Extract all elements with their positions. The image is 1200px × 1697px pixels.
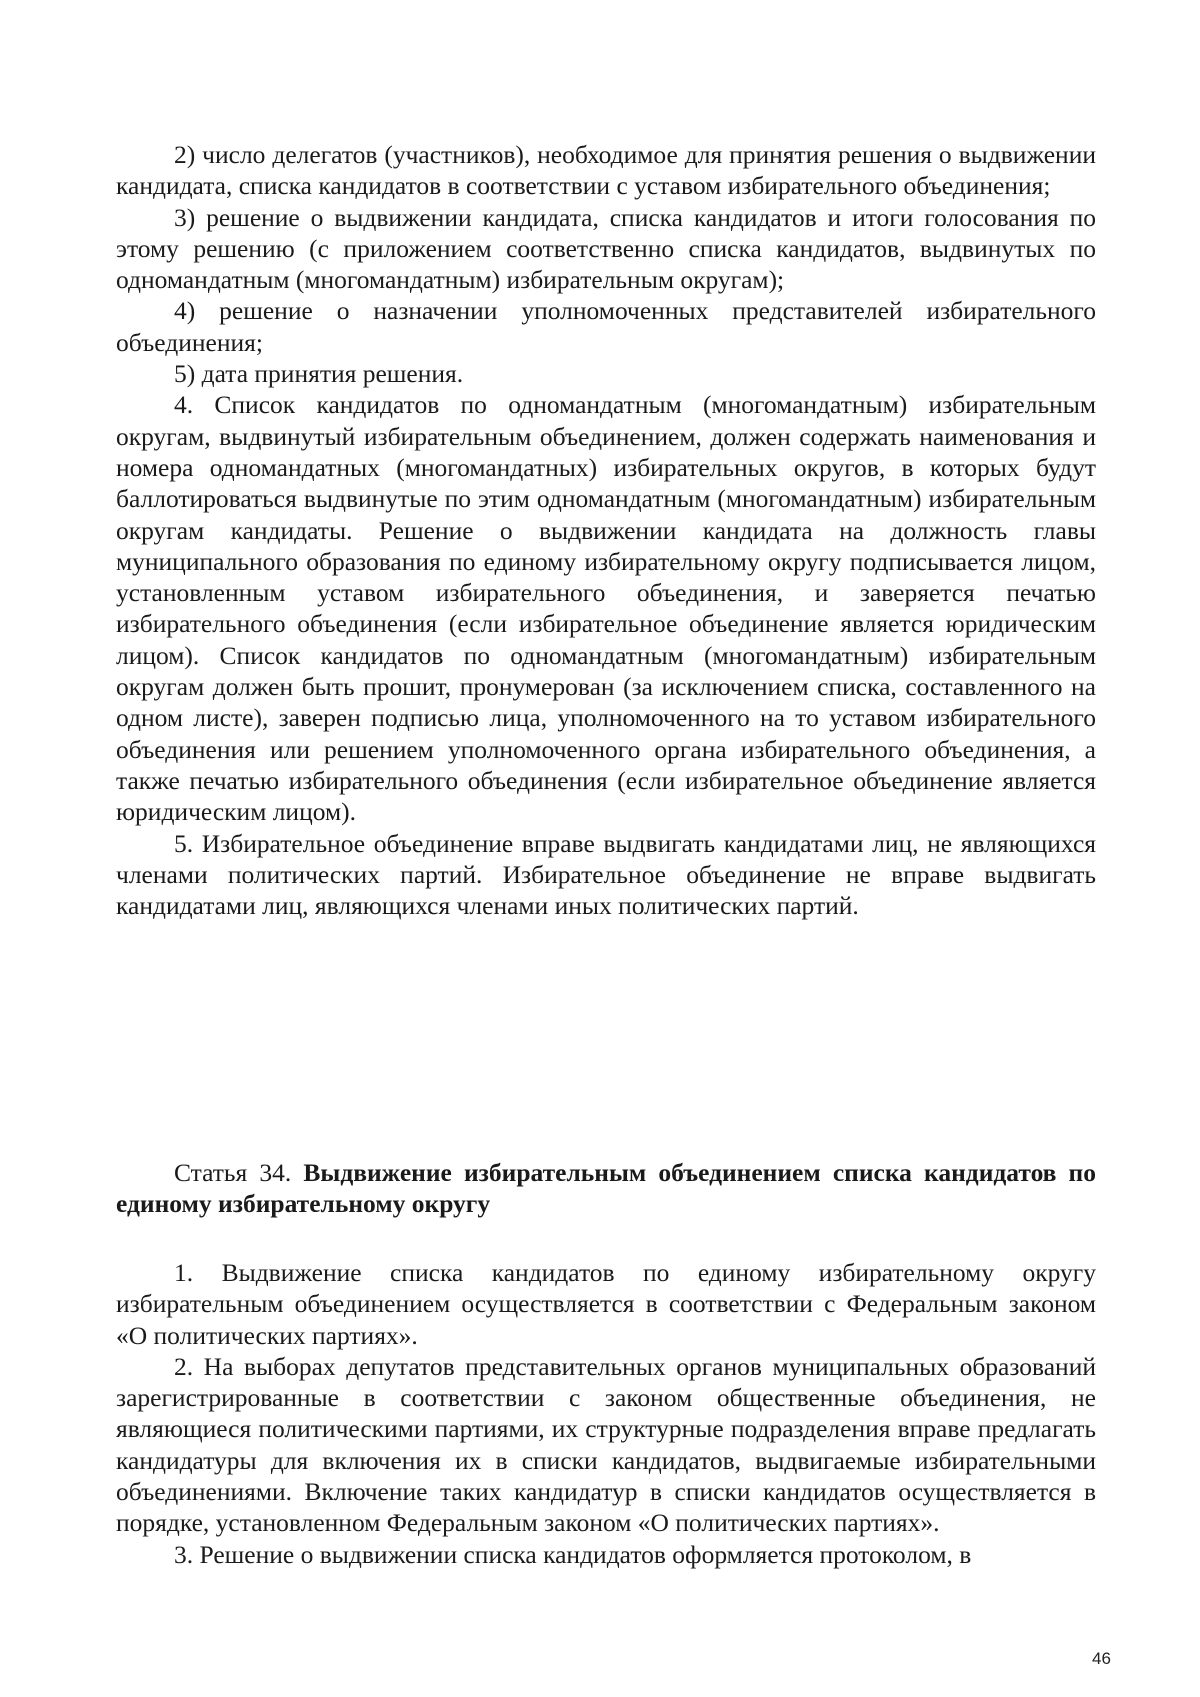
paragraph-representatives-decision: 4) решение о назначении уполномоченных представителей избирательного объединения;: [116, 296, 1096, 357]
article-34-body: [116, 1257, 1096, 1570]
paragraph-list-nomination: 1. Выдвижение списка кандидатов по единому избирательному округу избирательным объединением осуществляется в соответствии с Федеральным законом «О политических партиях».: [116, 1258, 1096, 1350]
article-number: Статья 34.: [174, 1158, 292, 1187]
paragraph-non-party-candidates: 5. Избирательное объединение вправе выдвигать кандидатами лиц, не являющихся членами политических партий. Избирательное объединение не вправе выдвигать кандидатами лиц, являющихся членами иных политических партий.: [116, 828, 1096, 921]
paragraph-delegates-count: 2) число делегатов (участников), необходимое для принятия решения о выдвижении кандидата, списка кандидатов в соответствии с уставом избирательного объединения;: [116, 140, 1096, 201]
paragraph-candidate-list-requirements: 4. Список кандидатов по одномандатным (многомандатным) избирательным округам, выдвинутый избирательным объединением, должен содержать наименования и номера одномандатных (многомандатных) избирательных округов, в которых будут баллотироваться выдвинутые по этим одномандатным (многомандатным) избирательным округам кандидаты. Решение о выдвижении кандидата на должность главы муниципального образования по единому избирательному округу подписывается лицом, установленным уставом избирательного объединения, и заверяется печатью избирательного объединения (если избирательное объединение является юридическим лицом). Список кандидатов по одномандатным (многомандатным) избирательным округам должен быть прошит, пронумерован (за исключением списка, составленного на одном листе), заверен подписью лица, уполномоченного на то уставом избирательного объединения или решением уполномоченного органа избирательного объединения, а также печатью избирательного объединения (если избирательное объединение является юридическим лицом).: [116, 390, 1096, 827]
page-number: 46: [1092, 1649, 1111, 1668]
article-heading: [116, 1157, 1096, 1220]
paragraph-protocol: 3. Решение о выдвижении списка кандидатов оформляется протоколом, в: [174, 1539, 972, 1569]
article-33-continuation: [116, 139, 1096, 921]
article-title: Выдвижение избирательным объединением списка кандидатов по единому избирательному округу: [116, 1158, 1097, 1219]
paragraph-nomination-decision: 3) решение о выдвижении кандидата, списка кандидатов и итоги голосования по этому решению (с приложением соответственно списка кандидатов, выдвинутых по одномандатным (многомандатным) избирательным округам);: [116, 202, 1096, 295]
paragraph-public-associations: 2. На выборах депутатов представительных органов муниципальных образований зарегистрированные в соответствии с законом общественные объединения, не являющиеся политическими партиями, их структурные подразделения вправе предлагать кандидатуры для включения их в списки кандидатов, выдвигаемые избирательными объединениями. Включение таких кандидатур в списки кандидатов осуществляется в порядке, установленном Федеральным законом «О политических партиях».: [116, 1351, 1096, 1538]
article-34-heading-block: [116, 1157, 1096, 1220]
paragraph-decision-date: 5) дата принятия решения.: [174, 359, 464, 389]
